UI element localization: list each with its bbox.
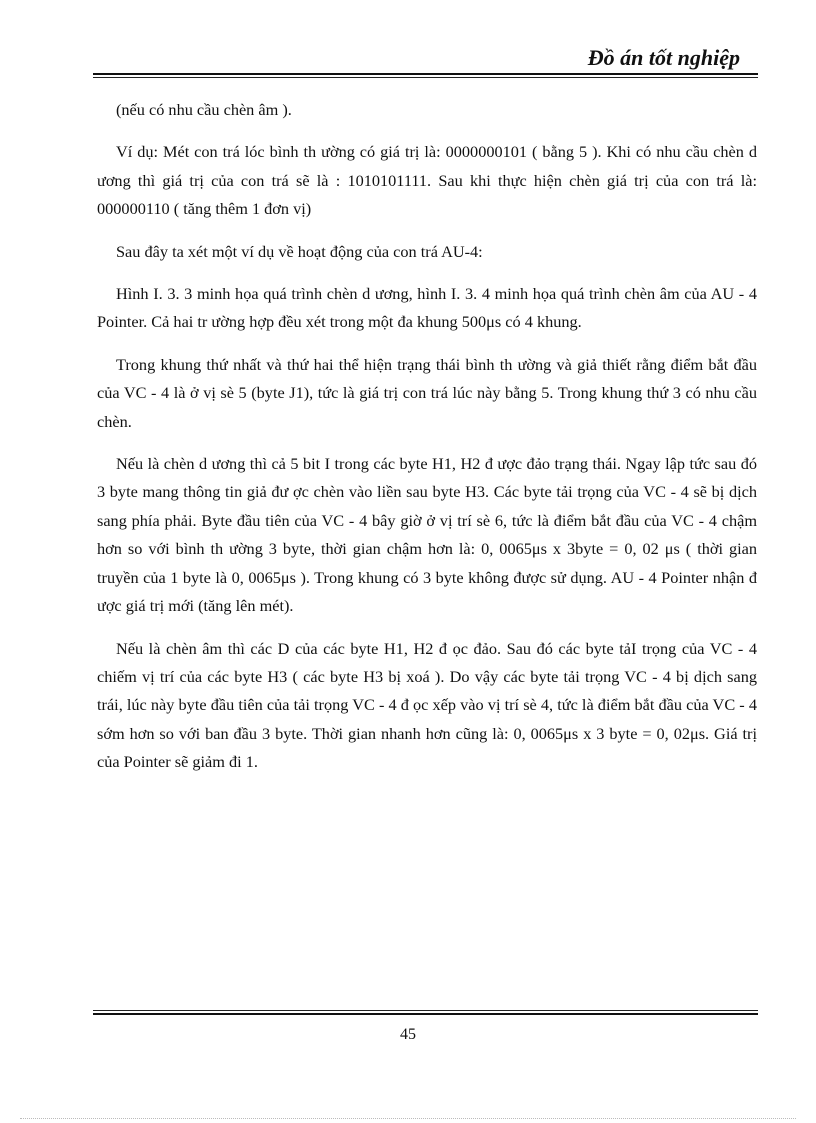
header-rule-thin xyxy=(93,77,758,78)
bottom-dotted-border xyxy=(20,1118,796,1119)
footer-rule xyxy=(93,1013,758,1015)
body-text xyxy=(97,96,757,791)
header-rule xyxy=(93,73,758,75)
paragraph: Trong khung thứ nhất và thứ hai thể hiện trạng thái bình th ường và giả thiết rằng điểm bắt đầu của VC - 4 là ở vị sè 5 (byte J1), tức là giá trị con trá lúc này bằng 5. Trong khung thứ 3 có nhu cầu chèn. xyxy=(97,354,757,431)
page-number: 45 xyxy=(400,1026,416,1043)
paragraph: Hình I. 3. 3 minh họa quá trình chèn d ương, hình I. 3. 4 minh họa quá trình chèn âm của AU - 4 Pointer. Cả hai tr ường hợp đều xét trong một đa khung 500μs có 4 khung. xyxy=(97,284,757,332)
paragraph: Nếu là chèn d ương thì cả 5 bit I trong các byte H1, H2 đ ược đảo trạng thái. Ngay lập tức sau đó 3 byte mang thông tin giả đư ợc chèn vào liền sau byte H3. Các byte tải trọng của VC - 4 sẽ bị dịch sang phía phải. Byte đầu tiên của VC - 4 bây giờ ở vị trí sè 6, tức là điểm bắt đầu của VC - 4 chậm hơn so với bình th ường 3 byte, thời gian chậm hơn là: 0, 0065μs x 3byte = 0, 02 μs ( thời gian truyền của 1 byte là 0, 0065μs ). Trong khung có 3 byte không được sử dụng. AU - 4 Pointer nhận đ ược giá trị mới (tăng lên mét). xyxy=(97,454,757,616)
paragraph: (nếu có nhu cầu chèn âm ). xyxy=(116,100,292,119)
header-title: Đồ án tốt nghiệp xyxy=(587,45,740,70)
paragraph: Nếu là chèn âm thì các D của các byte H1, H2 đ ọc đảo. Sau đó các byte tảI trọng của VC - 4 chiếm vị trí của các byte H3 ( các byte H3 bị xoá ). Do vậy các byte tải trọng VC - 4 bị dịch sang trái, lúc này byte đầu tiên của tải trọng VC - 4 đ ọc xếp vào vị trí sè 4, tức là điểm bắt đầu của VC - 4 sớm hơn so với ban đầu 3 byte. Thời gian nhanh hơn cũng là: 0, 0065μs x 3 byte = 0, 02μs. Giá trị của Pointer sẽ giảm đi 1. xyxy=(97,638,757,772)
paragraph: Ví dụ: Mét con trá lóc bình th ường có giá trị là: 0000000101 ( bằng 5 ). Khi có nhu cầu chèn d ương thì giá trị của con trá sẽ là : 1010101111. Sau khi thực hiện chèn giá trị của con trá là: 000000110 ( tăng thêm 1 đơn vị) xyxy=(97,142,757,219)
paragraph: Sau đây ta xét một ví dụ về hoạt động của con trá AU-4: xyxy=(116,241,483,261)
footer-rule-thin xyxy=(93,1010,758,1011)
